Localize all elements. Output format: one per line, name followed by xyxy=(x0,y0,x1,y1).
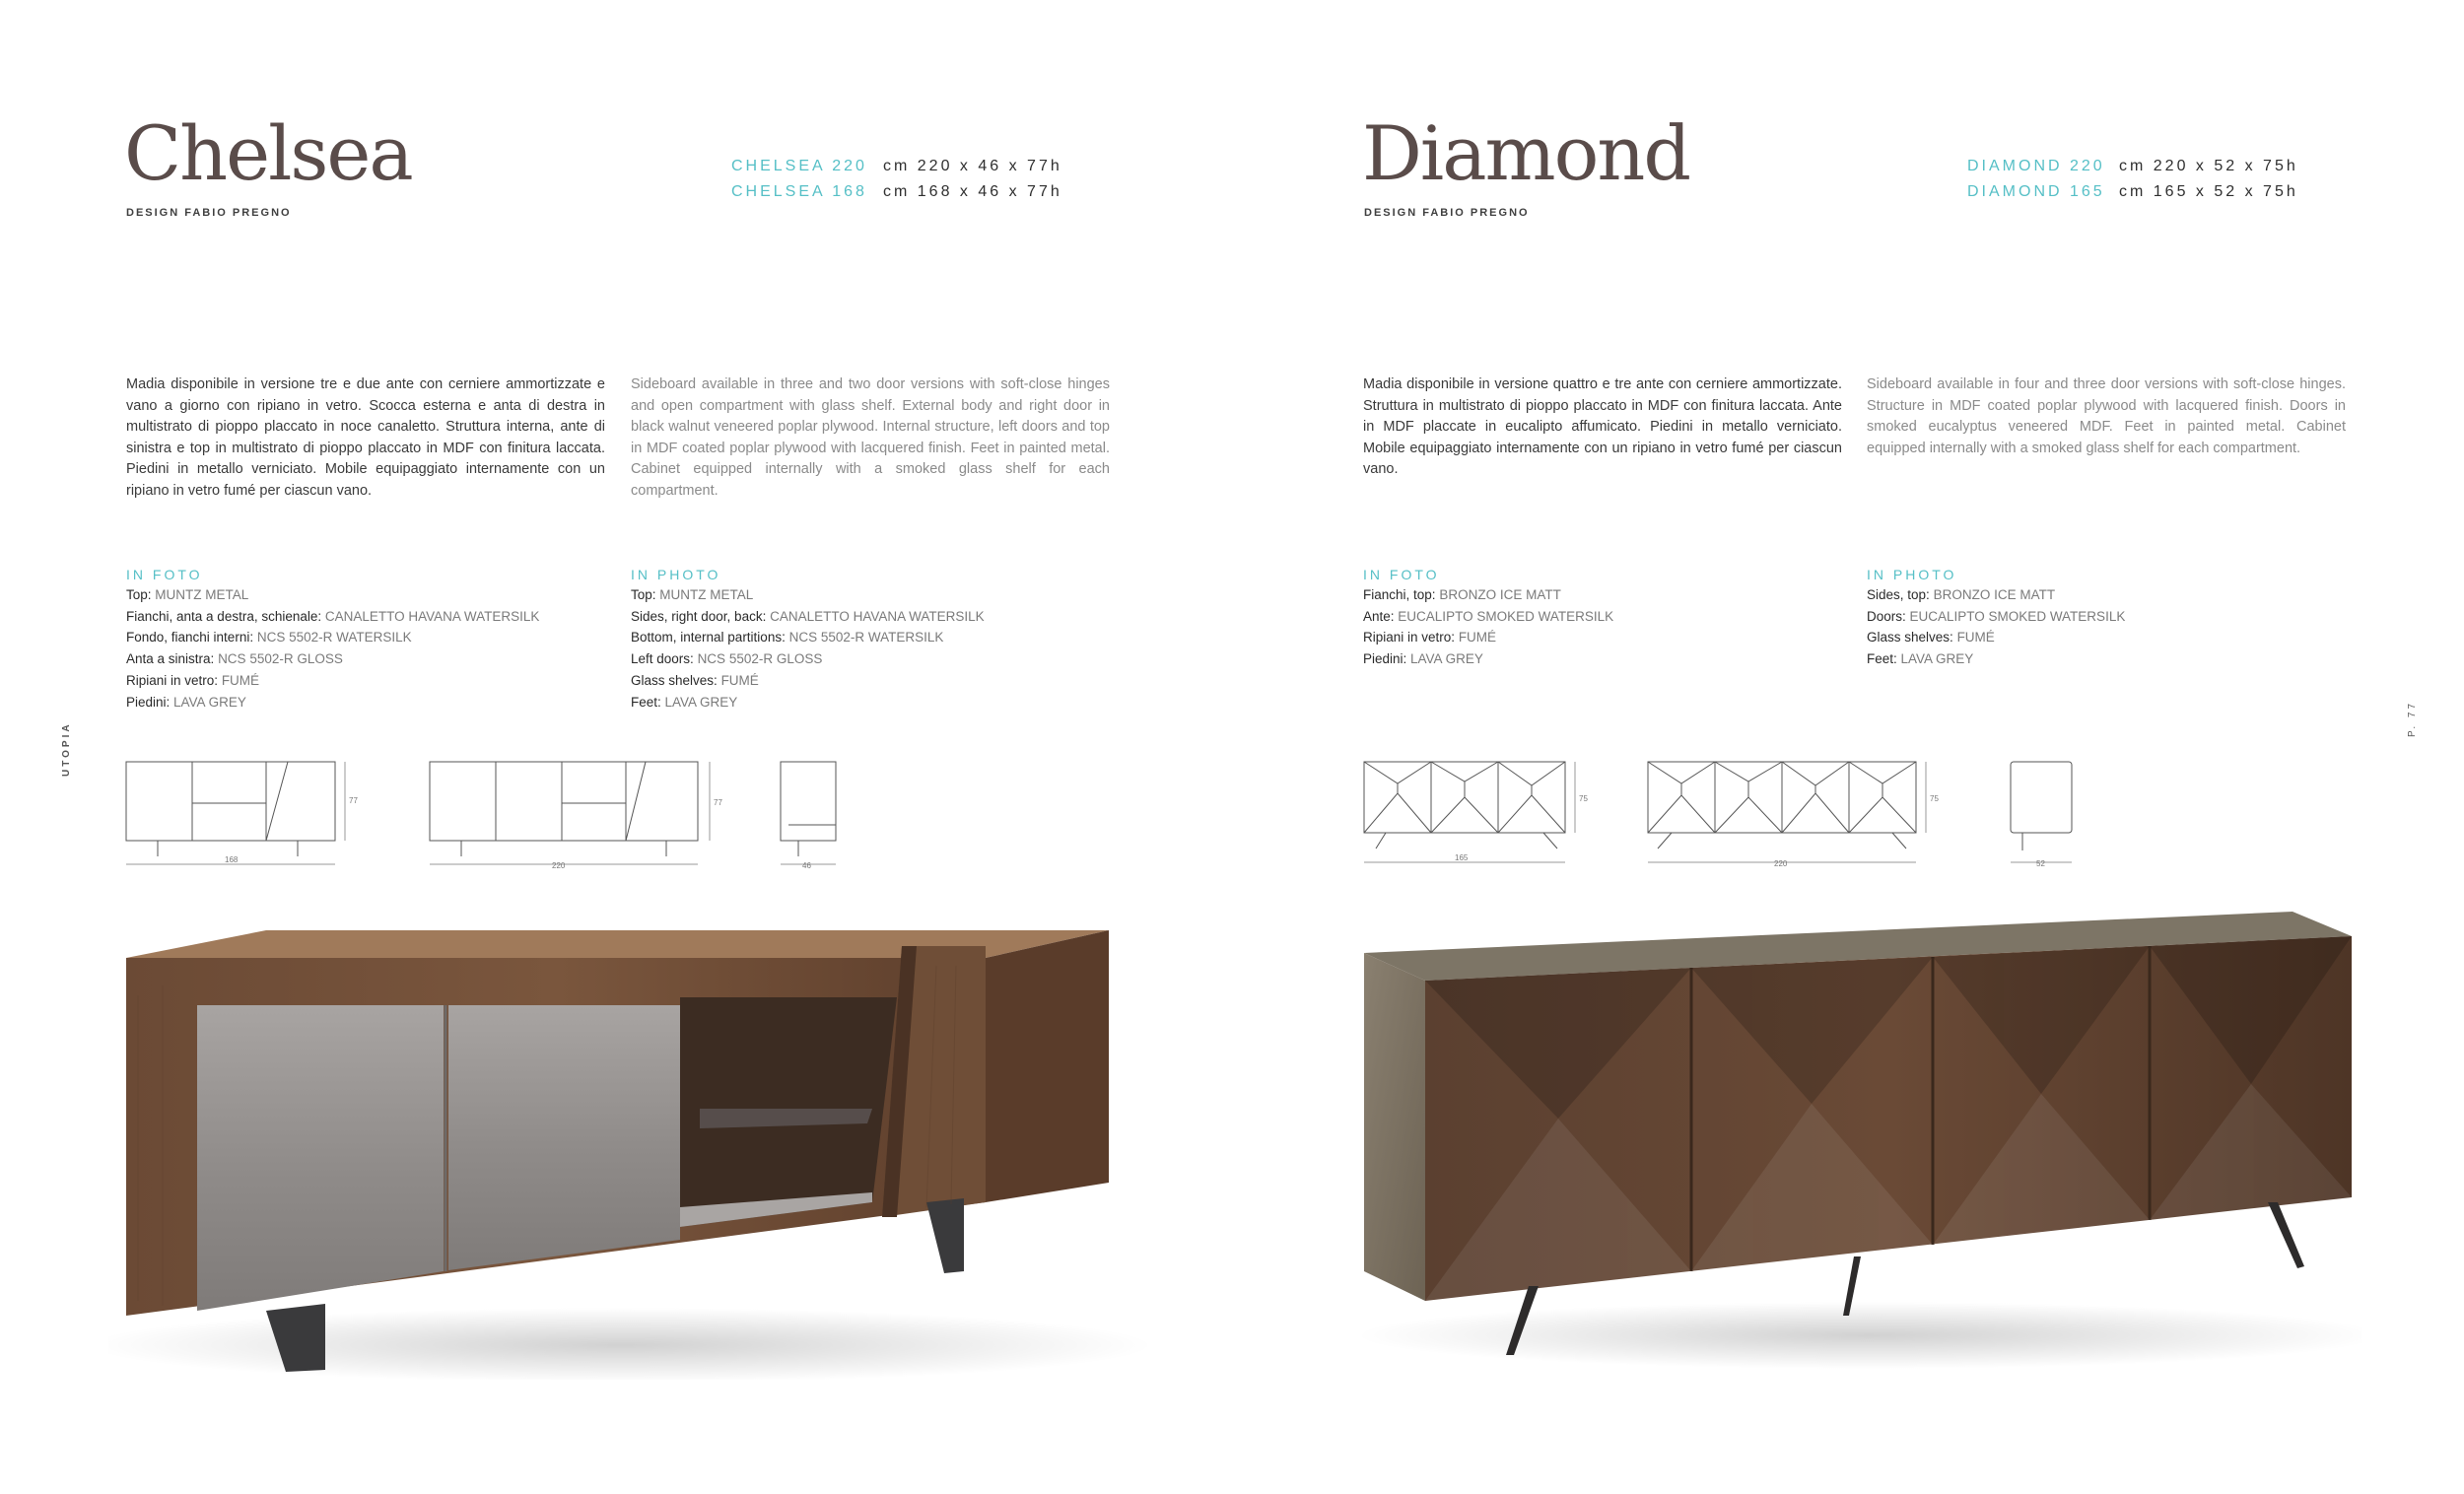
diamond-in-photo xyxy=(1867,567,2360,670)
spec-item: Fianchi, top: BRONZO ICE MATT xyxy=(1363,587,1561,602)
spec-item: Sides, right door, back: CANALETTO HAVANA WATERSILK xyxy=(631,608,985,624)
diamond-sideboard-photo xyxy=(1356,902,2361,1375)
section-title: IN PHOTO xyxy=(631,567,721,582)
diamond-title: Diamond xyxy=(1362,109,1689,197)
section-title: IN PHOTO xyxy=(1867,567,1957,582)
chelsea-model-list xyxy=(731,158,1062,209)
spec-item: Top: MUNTZ METAL xyxy=(126,587,249,602)
spec-list xyxy=(1867,584,2360,670)
spec-item: Fondo, fianchi interni: NCS 5502-R WATERSILK xyxy=(126,630,412,645)
model-dims: cm 220 x 52 x 75h xyxy=(2119,158,2298,174)
spec-list xyxy=(1363,584,1856,670)
chelsea-description-en: Sideboard available in three and two door versions with soft-close hinges and open compartment with glass shelf. External body and right door in black walnut veneered poplar plywood. Internal structure, left doors and top in MDF coated poplar plywood with lacquered finish. Feet in painted metal. Cabinet equipped internally with a smoked glass shelf for each compartment. xyxy=(631,376,1110,499)
model-name: CHELSEA 220 xyxy=(731,158,867,174)
diamond-model-row xyxy=(1967,183,2298,209)
spec-item: Ante: EUCALIPTO SMOKED WATERSILK xyxy=(1363,608,1614,624)
dimension-label: 52 xyxy=(2036,859,2045,868)
dimension-label: 165 xyxy=(1455,853,1469,862)
spec-item: Piedini: LAVA GREY xyxy=(126,694,246,710)
model-name: DIAMOND 220 xyxy=(1967,158,2105,174)
chelsea-description-it: Madia disponibile in versione tre e due ante con cerniere ammortizzate e vano a giorno con ripiano in vetro. Scocca esterna e anta di destra in multistrato di pioppo placcato in noce canaletto. Struttura interna, ante di sinistra e top in multistrato di pioppo placcato in MDF con finitura laccata. Piedini in metallo verniciato. Mobile equipaggiato internamente con un ripiano in vetro fumé per ciascun vano. xyxy=(126,376,605,499)
diamond-model-row xyxy=(1967,158,2298,183)
diamond-technical-drawings xyxy=(1356,754,2086,882)
spec-item: Feet: LAVA GREY xyxy=(1867,651,1974,667)
spec-item: Glass shelves: FUMÉ xyxy=(1867,630,1995,645)
chelsea-in-foto xyxy=(126,567,619,713)
section-title: IN FOTO xyxy=(1363,567,1440,582)
spec-item: Anta a sinistra: NCS 5502-R GLOSS xyxy=(126,651,343,667)
spec-item: Feet: LAVA GREY xyxy=(631,694,738,710)
spec-item: Bottom, internal partitions: NCS 5502-R WATERSILK xyxy=(631,630,944,645)
model-name: DIAMOND 165 xyxy=(1967,183,2105,200)
model-dims: cm 165 x 52 x 75h xyxy=(2119,183,2298,200)
chelsea-technical-drawings xyxy=(118,754,848,882)
chelsea-model-row xyxy=(731,183,1062,209)
dimension-label: 168 xyxy=(225,855,239,864)
dimension-label: 77 xyxy=(349,796,358,805)
chelsea-in-photo xyxy=(631,567,1124,713)
spec-item: Piedini: LAVA GREY xyxy=(1363,651,1483,667)
chelsea-designer: DESIGN FABIO PREGNO xyxy=(126,207,292,219)
spec-item: Left doors: NCS 5502-R GLOSS xyxy=(631,651,823,667)
section-title: IN FOTO xyxy=(126,567,203,582)
chelsea-sideboard-photo xyxy=(108,907,1153,1380)
diamond-designer: DESIGN FABIO PREGNO xyxy=(1364,207,1530,219)
spec-list xyxy=(631,584,1124,713)
chelsea-model-row xyxy=(731,158,1062,183)
dimension-label: 75 xyxy=(1579,794,1588,803)
dimension-label: 220 xyxy=(552,861,566,870)
diamond-description-en: Sideboard available in four and three door versions with soft-close hinges. Structure in MDF coated poplar plywood with lacquered finish. Doors in smoked eucalyptus veneered MDF. Feet in painted metal. Cabinet equipped internally with a smoked glass shelf for each compartment. xyxy=(1867,376,2346,456)
side-label: UTOPIA xyxy=(61,721,72,777)
spec-item: Fianchi, anta a destra, schienale: CANALETTO HAVANA WATERSILK xyxy=(126,608,540,624)
spec-list xyxy=(126,584,619,713)
chelsea-title: Chelsea xyxy=(124,109,412,197)
model-name: CHELSEA 168 xyxy=(731,183,867,200)
spec-item: Top: MUNTZ METAL xyxy=(631,587,754,602)
page-number: P. 77 xyxy=(2407,700,2418,737)
spec-item: Ripiani in vetro: FUMÉ xyxy=(1363,630,1497,645)
dimension-label: 77 xyxy=(714,798,722,807)
dimension-label: 220 xyxy=(1774,859,1788,868)
spec-item: Sides, top: BRONZO ICE MATT xyxy=(1867,587,2056,602)
spec-item: Ripiani in vetro: FUMÉ xyxy=(126,672,260,688)
diamond-model-list xyxy=(1967,158,2298,209)
spec-item: Glass shelves: FUMÉ xyxy=(631,672,759,688)
model-dims: cm 220 x 46 x 77h xyxy=(883,158,1062,174)
dimension-label: 75 xyxy=(1930,794,1939,803)
dimension-label: 46 xyxy=(802,861,811,870)
model-dims: cm 168 x 46 x 77h xyxy=(883,183,1062,200)
diamond-in-foto xyxy=(1363,567,1856,670)
spec-item: Doors: EUCALIPTO SMOKED WATERSILK xyxy=(1867,608,2126,624)
diamond-description-it: Madia disponibile in versione quattro e tre ante con cerniere ammortizzate. Struttura in multistrato di pioppo placcato in MDF con finitura laccata. Ante in MDF placcate in eucalipto affumicato. Piedini in metallo verniciato. Mobile equipaggiato internamente con un ripiano in vetro fumé per ciascun vano. xyxy=(1363,376,1842,477)
